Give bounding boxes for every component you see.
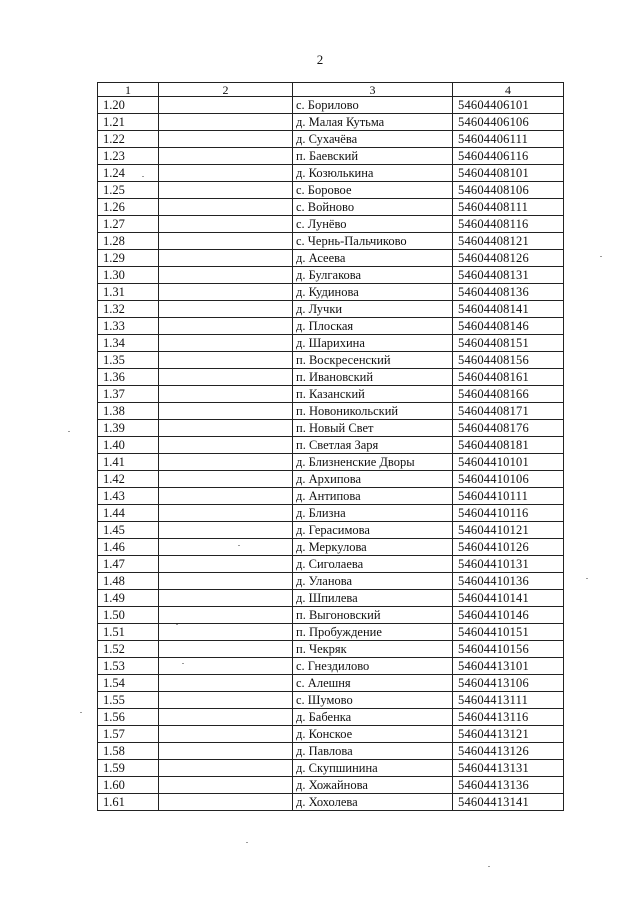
oktmo-code-cell: 54604413121 [453, 726, 564, 743]
row-number-cell: 1.37 [98, 386, 159, 403]
row-number-cell: 1.30 [98, 267, 159, 284]
empty-cell [159, 386, 293, 403]
empty-cell [159, 369, 293, 386]
settlement-name-cell: д. Шарихина [293, 335, 453, 352]
row-number-cell: 1.59 [98, 760, 159, 777]
scan-speck [68, 431, 70, 432]
table-row [98, 692, 564, 709]
oktmo-code-cell: 54604413101 [453, 658, 564, 675]
oktmo-code-cell: 54604410101 [453, 454, 564, 471]
scan-speck [586, 578, 588, 579]
empty-cell [159, 199, 293, 216]
settlement-name-cell: д. Архипова [293, 471, 453, 488]
oktmo-code-cell: 54604410156 [453, 641, 564, 658]
empty-cell [159, 726, 293, 743]
empty-cell [159, 488, 293, 505]
settlement-name-cell: д. Павлова [293, 743, 453, 760]
row-number-cell: 1.25 [98, 182, 159, 199]
scan-speck [238, 545, 240, 546]
table-row [98, 148, 564, 165]
table-row [98, 624, 564, 641]
column-header-3: 3 [293, 83, 453, 97]
empty-cell [159, 709, 293, 726]
scan-speck [600, 256, 602, 257]
column-header-4: 4 [453, 83, 564, 97]
settlement-name-cell: д. Меркулова [293, 539, 453, 556]
empty-cell [159, 216, 293, 233]
oktmo-code-cell: 54604408166 [453, 386, 564, 403]
table-row [98, 641, 564, 658]
oktmo-code-cell: 54604413136 [453, 777, 564, 794]
empty-cell [159, 760, 293, 777]
table-row [98, 743, 564, 760]
empty-cell [159, 658, 293, 675]
row-number-cell: 1.24 [98, 165, 159, 182]
empty-cell [159, 471, 293, 488]
table-row [98, 250, 564, 267]
settlement-name-cell: п. Воскресенский [293, 352, 453, 369]
empty-cell [159, 675, 293, 692]
row-number-cell: 1.36 [98, 369, 159, 386]
table-row [98, 267, 564, 284]
table-row [98, 97, 564, 114]
table-row [98, 165, 564, 182]
row-number-cell: 1.31 [98, 284, 159, 301]
empty-cell [159, 794, 293, 811]
table-row [98, 454, 564, 471]
row-number-cell: 1.49 [98, 590, 159, 607]
settlement-name-cell: д. Конское [293, 726, 453, 743]
settlement-name-cell: с. Чернь-Пальчиково [293, 233, 453, 250]
scan-speck [142, 176, 144, 177]
row-number-cell: 1.32 [98, 301, 159, 318]
row-number-cell: 1.21 [98, 114, 159, 131]
settlement-name-cell: с. Лунёво [293, 216, 453, 233]
row-number-cell: 1.60 [98, 777, 159, 794]
settlement-name-cell: с. Шумово [293, 692, 453, 709]
settlement-name-cell: д. Антипова [293, 488, 453, 505]
settlement-name-cell: д. Шпилева [293, 590, 453, 607]
row-number-cell: 1.22 [98, 131, 159, 148]
settlement-name-cell: п. Новоникольский [293, 403, 453, 420]
table-row [98, 301, 564, 318]
empty-cell [159, 403, 293, 420]
table-row [98, 573, 564, 590]
row-number-cell: 1.51 [98, 624, 159, 641]
row-number-cell: 1.39 [98, 420, 159, 437]
table-row [98, 709, 564, 726]
empty-cell [159, 301, 293, 318]
oktmo-code-cell: 54604408101 [453, 165, 564, 182]
row-number-cell: 1.23 [98, 148, 159, 165]
table-row [98, 777, 564, 794]
empty-cell [159, 641, 293, 658]
table-row [98, 420, 564, 437]
oktmo-code-cell: 54604410121 [453, 522, 564, 539]
table-row [98, 675, 564, 692]
settlement-name-cell: д. Скупшинина [293, 760, 453, 777]
table-row [98, 318, 564, 335]
oktmo-code-cell: 54604410126 [453, 539, 564, 556]
oktmo-code-cell: 54604406111 [453, 131, 564, 148]
oktmo-code-cell: 54604408106 [453, 182, 564, 199]
settlement-name-cell: д. Асеева [293, 250, 453, 267]
oktmo-code-cell: 54604408141 [453, 301, 564, 318]
oktmo-code-cell: 54604413111 [453, 692, 564, 709]
oktmo-code-cell: 54604408116 [453, 216, 564, 233]
empty-cell [159, 556, 293, 573]
oktmo-code-cell: 54604410116 [453, 505, 564, 522]
empty-cell [159, 607, 293, 624]
settlement-name-cell: с. Боровое [293, 182, 453, 199]
table-row [98, 590, 564, 607]
empty-cell [159, 284, 293, 301]
settlement-name-cell: п. Светлая Заря [293, 437, 453, 454]
row-number-cell: 1.42 [98, 471, 159, 488]
oktmo-code-cell: 54604410131 [453, 556, 564, 573]
settlement-name-cell: с. Борилово [293, 97, 453, 114]
empty-cell [159, 692, 293, 709]
empty-cell [159, 454, 293, 471]
table-row [98, 505, 564, 522]
empty-cell [159, 573, 293, 590]
settlement-name-cell: д. Уланова [293, 573, 453, 590]
empty-cell [159, 233, 293, 250]
row-number-cell: 1.28 [98, 233, 159, 250]
table-row [98, 522, 564, 539]
column-header-1: 1 [98, 83, 159, 97]
row-number-cell: 1.33 [98, 318, 159, 335]
settlement-name-cell: с. Алешня [293, 675, 453, 692]
table-row [98, 488, 564, 505]
row-number-cell: 1.54 [98, 675, 159, 692]
row-number-cell: 1.20 [98, 97, 159, 114]
table-row [98, 794, 564, 811]
scan-speck [176, 624, 178, 625]
oktmo-code-cell: 54604410111 [453, 488, 564, 505]
settlement-name-cell: с. Войново [293, 199, 453, 216]
settlement-name-cell: п. Ивановский [293, 369, 453, 386]
row-number-cell: 1.53 [98, 658, 159, 675]
table-row [98, 607, 564, 624]
settlement-name-cell: д. Козюлькина [293, 165, 453, 182]
row-number-cell: 1.29 [98, 250, 159, 267]
empty-cell [159, 97, 293, 114]
table-row [98, 658, 564, 675]
empty-cell [159, 148, 293, 165]
empty-cell [159, 624, 293, 641]
page-number: 2 [316, 52, 324, 67]
row-number-cell: 1.26 [98, 199, 159, 216]
table-row [98, 437, 564, 454]
oktmo-code-cell: 54604413141 [453, 794, 564, 811]
oktmo-code-cell: 54604408156 [453, 352, 564, 369]
settlement-name-cell: д. Сухачёва [293, 131, 453, 148]
row-number-cell: 1.52 [98, 641, 159, 658]
settlement-name-cell: п. Новый Свет [293, 420, 453, 437]
oktmo-code-cell: 54604408151 [453, 335, 564, 352]
table-row [98, 284, 564, 301]
settlement-name-cell: п. Чекряк [293, 641, 453, 658]
scan-speck [488, 866, 490, 867]
table-row [98, 539, 564, 556]
oktmo-code-cell: 54604406116 [453, 148, 564, 165]
row-number-cell: 1.47 [98, 556, 159, 573]
settlement-name-cell: п. Пробуждение [293, 624, 453, 641]
empty-cell [159, 505, 293, 522]
oktmo-code-cell: 54604408136 [453, 284, 564, 301]
oktmo-code-cell: 54604410106 [453, 471, 564, 488]
settlement-name-cell: д. Герасимова [293, 522, 453, 539]
settlement-name-cell: д. Булгакова [293, 267, 453, 284]
oktmo-code-cell: 54604413126 [453, 743, 564, 760]
table-row [98, 216, 564, 233]
table-row [98, 182, 564, 199]
oktmo-code-cell: 54604408146 [453, 318, 564, 335]
row-number-cell: 1.48 [98, 573, 159, 590]
row-number-cell: 1.41 [98, 454, 159, 471]
row-number-cell: 1.58 [98, 743, 159, 760]
oktmo-code-cell: 54604410146 [453, 607, 564, 624]
empty-cell [159, 335, 293, 352]
empty-cell [159, 250, 293, 267]
row-number-cell: 1.46 [98, 539, 159, 556]
empty-cell [159, 267, 293, 284]
row-number-cell: 1.55 [98, 692, 159, 709]
table-row [98, 131, 564, 148]
empty-cell [159, 522, 293, 539]
empty-cell [159, 437, 293, 454]
table-row [98, 114, 564, 131]
oktmo-code-cell: 54604408121 [453, 233, 564, 250]
row-number-cell: 1.45 [98, 522, 159, 539]
scan-speck [246, 842, 248, 843]
empty-cell [159, 131, 293, 148]
oktmo-code-cell: 54604408176 [453, 420, 564, 437]
row-number-cell: 1.50 [98, 607, 159, 624]
settlement-name-cell: п. Казанский [293, 386, 453, 403]
row-number-cell: 1.44 [98, 505, 159, 522]
empty-cell [159, 165, 293, 182]
empty-cell [159, 352, 293, 369]
settlements-table [97, 82, 564, 811]
table-row [98, 233, 564, 250]
table-row [98, 556, 564, 573]
table-row [98, 726, 564, 743]
table-header-row [98, 83, 564, 97]
table-row [98, 386, 564, 403]
scan-speck [80, 712, 82, 713]
oktmo-code-cell: 54604413131 [453, 760, 564, 777]
table-row [98, 335, 564, 352]
table-row [98, 199, 564, 216]
row-number-cell: 1.57 [98, 726, 159, 743]
oktmo-code-cell: 54604406106 [453, 114, 564, 131]
empty-cell [159, 318, 293, 335]
settlement-name-cell: д. Лучки [293, 301, 453, 318]
oktmo-code-cell: 54604406101 [453, 97, 564, 114]
empty-cell [159, 590, 293, 607]
empty-cell [159, 743, 293, 760]
oktmo-code-cell: 54604408126 [453, 250, 564, 267]
row-number-cell: 1.27 [98, 216, 159, 233]
settlement-name-cell: д. Хохолева [293, 794, 453, 811]
column-header-2: 2 [159, 83, 293, 97]
settlement-name-cell: п. Выгоновский [293, 607, 453, 624]
oktmo-code-cell: 54604408111 [453, 199, 564, 216]
settlement-name-cell: д. Близна [293, 505, 453, 522]
row-number-cell: 1.38 [98, 403, 159, 420]
settlement-name-cell: п. Баевский [293, 148, 453, 165]
empty-cell [159, 182, 293, 199]
oktmo-code-cell: 54604408161 [453, 369, 564, 386]
settlement-name-cell: с. Гнездилово [293, 658, 453, 675]
empty-cell [159, 539, 293, 556]
empty-cell [159, 114, 293, 131]
settlement-name-cell: д. Близненские Дворы [293, 454, 453, 471]
scan-speck [182, 663, 184, 664]
empty-cell [159, 777, 293, 794]
settlement-name-cell: д. Хожайнова [293, 777, 453, 794]
oktmo-code-cell: 54604410141 [453, 590, 564, 607]
oktmo-code-cell: 54604408181 [453, 437, 564, 454]
row-number-cell: 1.40 [98, 437, 159, 454]
empty-cell [159, 420, 293, 437]
oktmo-code-cell: 54604410151 [453, 624, 564, 641]
row-number-cell: 1.61 [98, 794, 159, 811]
settlement-name-cell: д. Сиголаева [293, 556, 453, 573]
row-number-cell: 1.56 [98, 709, 159, 726]
row-number-cell: 1.34 [98, 335, 159, 352]
settlement-name-cell: д. Бабенка [293, 709, 453, 726]
oktmo-code-cell: 54604408131 [453, 267, 564, 284]
row-number-cell: 1.35 [98, 352, 159, 369]
table-row [98, 760, 564, 777]
table-row [98, 471, 564, 488]
table-body [98, 97, 564, 811]
row-number-cell: 1.43 [98, 488, 159, 505]
table-row [98, 403, 564, 420]
oktmo-code-cell: 54604408171 [453, 403, 564, 420]
table-row [98, 352, 564, 369]
table-row [98, 369, 564, 386]
settlement-name-cell: д. Кудинова [293, 284, 453, 301]
oktmo-code-cell: 54604410136 [453, 573, 564, 590]
settlement-name-cell: д. Плоская [293, 318, 453, 335]
oktmo-code-cell: 54604413116 [453, 709, 564, 726]
settlement-name-cell: д. Малая Кутьма [293, 114, 453, 131]
oktmo-code-cell: 54604413106 [453, 675, 564, 692]
